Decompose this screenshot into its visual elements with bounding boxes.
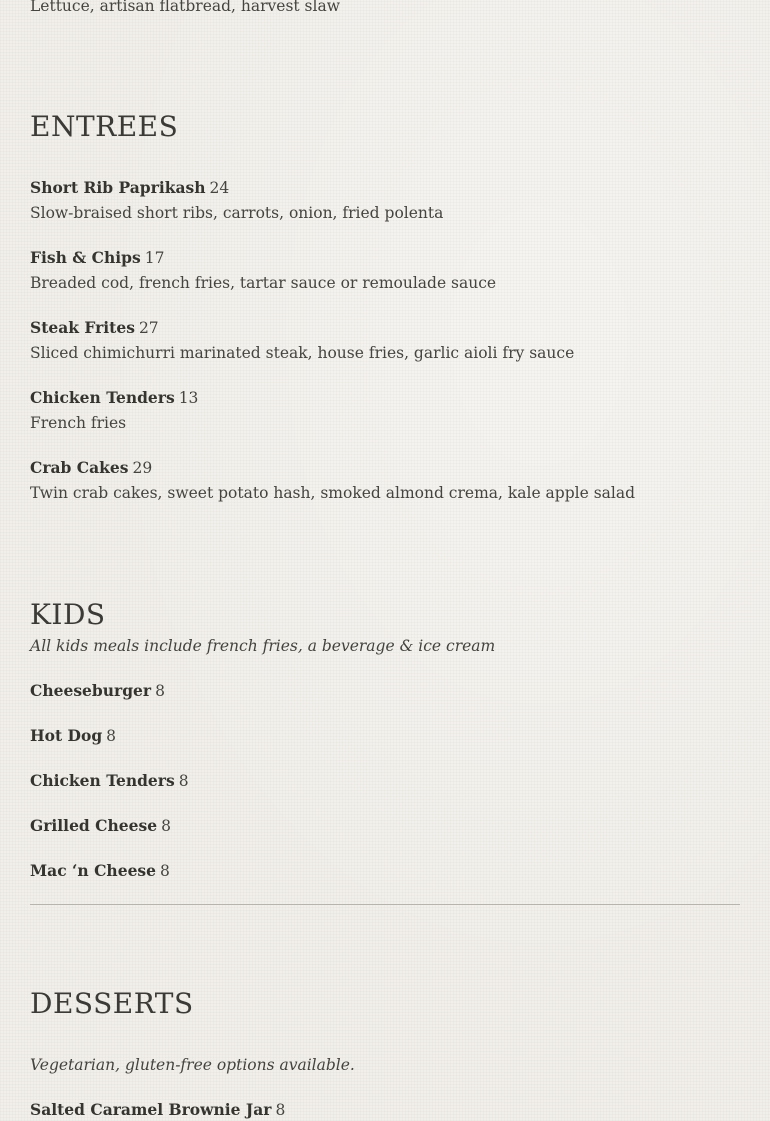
item-name: Grilled Cheese: [30, 816, 158, 835]
item-name: Salted Caramel Brownie Jar: [30, 1100, 272, 1119]
item-name: Chicken Tenders: [30, 771, 175, 790]
section-note: All kids meals include french fries, a beverage & ice cream: [30, 637, 496, 655]
menu-item-hot-dog: [30, 726, 116, 746]
section-divider: [30, 904, 740, 905]
item-name: Chicken Tenders: [30, 388, 175, 407]
menu-item-crab-cakes: [30, 458, 152, 478]
item-name: Steak Frites: [30, 318, 135, 337]
item-description: Breaded cod, french fries, tartar sauce or remoulade sauce: [30, 274, 497, 292]
item-price: 17: [144, 249, 165, 267]
item-price: 8: [161, 817, 171, 835]
menu-item-steak-frites: [30, 318, 159, 338]
item-name: Cheeseburger: [30, 681, 152, 700]
item-price: 8: [160, 862, 170, 880]
item-description: Slow-braised short ribs, carrots, onion, fried polenta: [30, 204, 444, 222]
item-price: 13: [178, 389, 199, 407]
menu-item-kids-chicken-tenders: [30, 771, 189, 791]
item-price: 29: [132, 459, 153, 477]
item-description: Sliced chimichurri marinated steak, house fries, garlic aioli fry sauce: [30, 344, 575, 362]
item-price: 24: [209, 179, 230, 197]
item-price: 8: [275, 1101, 286, 1119]
menu-item-grilled-cheese: [30, 816, 171, 836]
item-name: Fish & Chips: [30, 248, 141, 267]
menu-item-short-rib-paprikash: [30, 178, 229, 198]
item-price: 8: [155, 682, 165, 700]
item-price: 8: [106, 727, 117, 745]
menu-item-mac-n-cheese: [30, 861, 170, 881]
item-description: Twin crab cakes, sweet potato hash, smoked almond crema, kale apple salad: [30, 484, 636, 502]
section-title-kids: KIDS: [30, 598, 106, 631]
item-price: 27: [138, 319, 159, 337]
item-name: Crab Cakes: [30, 458, 129, 477]
menu-item-chicken-tenders: [30, 388, 198, 408]
item-name: Short Rib Paprikash: [30, 178, 206, 197]
item-description: Lettuce, artisan flatbread, harvest slaw: [30, 0, 340, 15]
section-title-desserts: DESSERTS: [30, 987, 194, 1020]
section-note: Vegetarian, gluten-free options available.: [30, 1056, 355, 1074]
item-name: Mac ‘n Cheese: [30, 861, 157, 880]
section-title-entrees: ENTREES: [30, 110, 179, 143]
menu-item-cheeseburger: [30, 681, 165, 701]
menu-item-salted-caramel-brownie-jar: [30, 1100, 285, 1120]
item-description: French fries: [30, 414, 127, 432]
item-price: 8: [178, 772, 189, 790]
item-name: Hot Dog: [30, 726, 103, 745]
menu-item-fish-and-chips: [30, 248, 164, 268]
